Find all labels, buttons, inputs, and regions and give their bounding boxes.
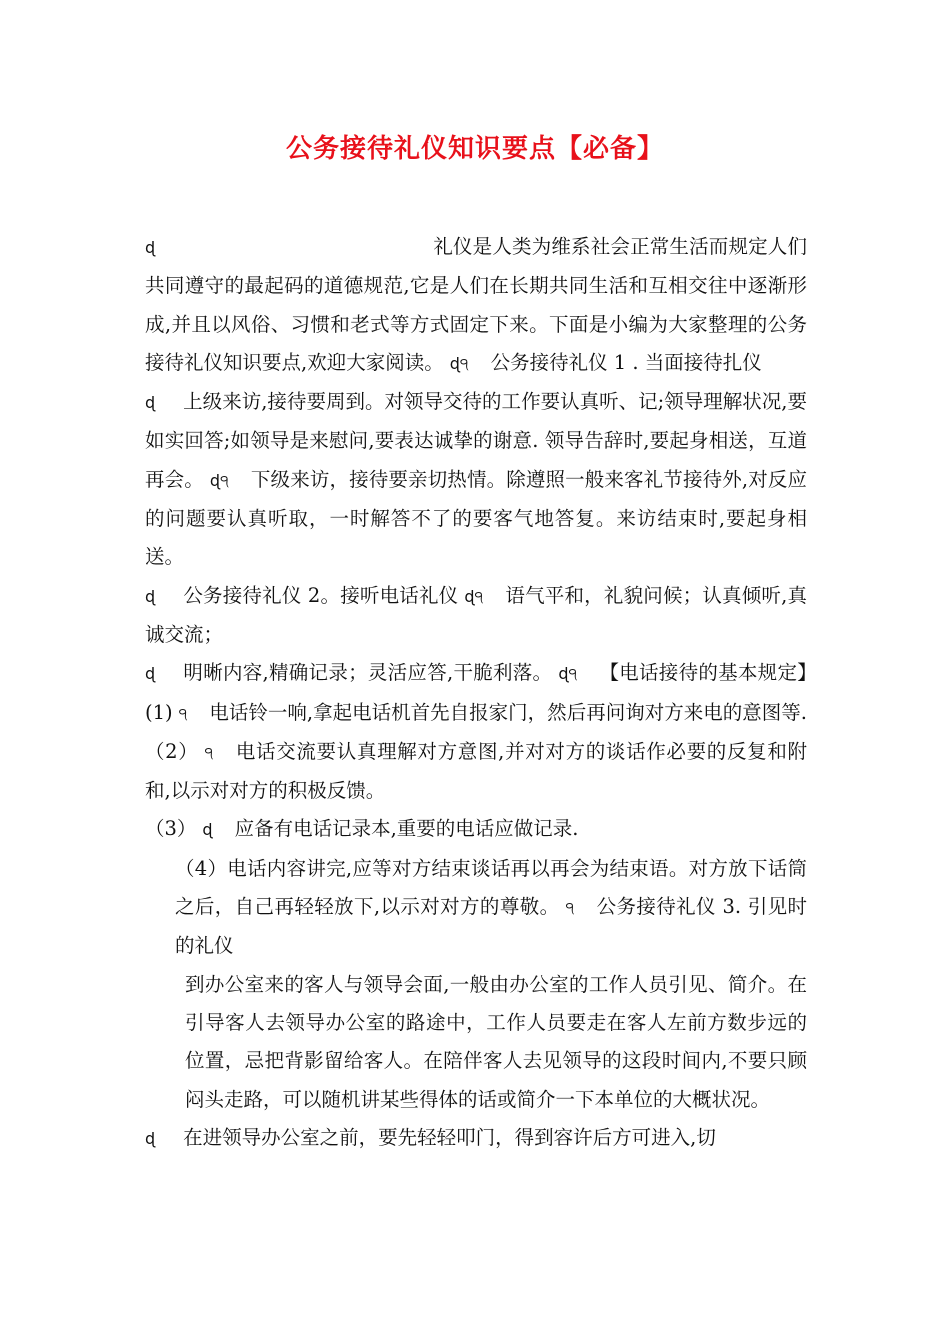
paragraph-8: ɖ 在进领导办公室之前，要先轻轻叩门，得到容许后方可进入,切 [145,1125,716,1149]
line-break-mark-icon: ɖ੧ [209,470,229,490]
paragraph-6: （4）电话内容讲完,应等对方结束谈话再以再会为结束语。对方放下话筒之后，自己再轻轻放下,以示对对方的尊敬。 ੧ 公务接待礼仪 3. 引见时的礼仪 [175,856,807,958]
paragraph-1: ɖ 礼仪是人类为维系社会正常生活而规定人们共同遵守的最起码的道德规范,它是人们在长期共同生活和互相交往中逐渐形成,并且以风俗、习惯和老式等方式固定下来。下面是小编为大家整理的公务接待礼仪知识要点,欢迎大家阅读。 ɖ੧ 公务接待礼仪 1 . 当面接待扎仪 [145,235,807,374]
paragraph-4: ɖ 明晰内容,精确记录；灵活应答,干脆利落。 ɖ੧ 【电话接待的基本规定】(1) ੧ 电话铃一响,拿起电话机首先自报家门，然后再问询对方来电的意图等. （2） ੧ 电话交流要认真理解对方意图,并对对方的谈话作必要的反复和附和,以示对对方的积极反馈。 [145,661,807,803]
paragraph-mark-icon: ɖ [145,586,156,606]
document-body [145,228,807,1158]
document-title: 公务接待礼仪知识要点【必备】 [285,134,664,164]
line-break-mark-icon: ɖ੧ [464,586,484,606]
paragraph-2: ɖ 上级来访,接待要周到。对领导交待的工作要认真听、记;领导理解状况,要如实回答;如领导是来慰问,要表达诚挚的谢意. 领导告辞时,要起身相送，互道再会。 ɖ੧ 下级来访，接待要亲切热情。除遵照一般来客礼节接待外,对反应的问题要认真听取，一时解答不了的要客气地答复。来访结束时,要起身相送。 [145,390,807,569]
paragraph-7: 到办公室来的客人与领导会面,一般由办公室的工作人员引见、简介。在引导客人去领导办公室的路途中，工作人员要走在客人左前方数步远的位置，忌把背影留给客人。在陪伴客人去见领导的这段时间内,不要只顾闷头走路，可以随机讲某些得体的话或简介一下本单位的大概状况。 [185,972,807,1111]
paragraph-5: （3） ɖ 应备有电话记录本,重要的电话应做记录. [145,817,579,841]
small-mark-icon: ੧ [204,742,214,762]
small-mark-icon: ੧ [565,898,575,918]
small-mark-icon: ੧ [178,703,188,723]
paragraph-mark-icon: ɖ [202,820,213,840]
paragraph-mark-icon: ɖ [145,664,156,684]
line-break-mark-icon: ɖ੧ [449,353,469,373]
line-break-mark-icon: ɖ੧ [558,664,578,684]
paragraph-3: ɖ 公务接待礼仪 2。接听电话礼仪 ɖ੧ 语气平和，礼貌问候；认真倾听,真诚交流； [145,583,808,646]
paragraph-mark-icon: ɖ [145,393,156,413]
paragraph-mark-icon: ɖ [145,238,156,257]
paragraph-mark-icon: ɖ [145,1128,156,1148]
